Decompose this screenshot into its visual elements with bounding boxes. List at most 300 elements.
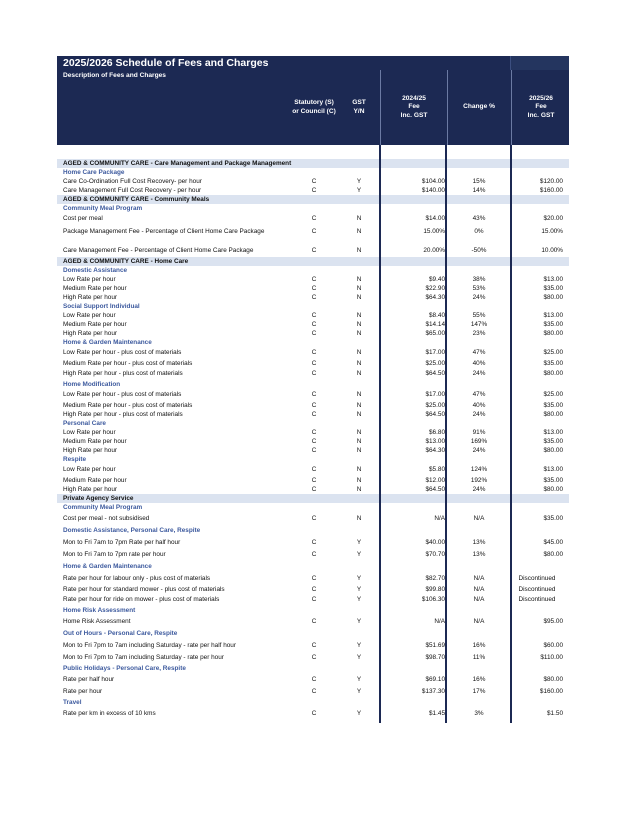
new-fee-cell: 10.00% <box>541 247 563 254</box>
fee-row <box>57 549 569 561</box>
fee-row <box>57 186 569 195</box>
fee-description: Mon to Fri 7pm to 7am including Saturday - rate per hour <box>63 654 224 661</box>
new-fee-cell: $25.00 <box>543 349 563 356</box>
new-fee-cell: $35.00 <box>543 285 563 292</box>
fee-row <box>57 293 569 302</box>
statutory-cell: C <box>311 676 317 683</box>
header-description: Description of Fees and Charges <box>63 72 166 79</box>
fee-row <box>57 707 569 720</box>
change-cell: 24% <box>472 370 486 377</box>
fee-row <box>57 329 569 338</box>
new-fee-cell: $35.00 <box>543 477 563 484</box>
fee-description: High Rate per hour - plus cost of materials <box>63 411 183 418</box>
fee-row <box>57 177 569 186</box>
new-fee-cell: $13.00 <box>543 429 563 436</box>
change-cell: 16% <box>472 676 486 683</box>
new-fee-cell: Discontinued <box>518 596 556 603</box>
fee-row <box>57 284 569 293</box>
prev-fee-cell: $64.50 <box>425 486 445 493</box>
fee-description: Care Management Fee - Percentage of Client Home Care Package <box>63 247 254 254</box>
statutory-cell: C <box>311 688 317 695</box>
title-bar <box>57 56 569 70</box>
gst-cell: N <box>356 466 362 473</box>
change-cell: 40% <box>472 360 486 367</box>
fee-row <box>57 537 569 549</box>
subsection-row <box>57 628 569 640</box>
prev-fee-cell: $9.40 <box>429 276 445 283</box>
statutory-cell: C <box>311 228 317 235</box>
gst-cell: N <box>356 370 362 377</box>
prev-fee-cell: $14.14 <box>425 321 445 328</box>
new-fee-cell: $35.00 <box>543 515 563 522</box>
fee-description: Out of Hours - Personal Care, Respite <box>63 630 178 637</box>
fee-description: Community Meal Program <box>63 205 143 212</box>
fee-description: Rate per hour for labour only - plus cost of materials <box>63 575 211 582</box>
fee-row <box>57 585 569 594</box>
change-cell: 24% <box>472 411 486 418</box>
prev-fee-cell: $140.00 <box>421 187 445 194</box>
change-cell: N/A <box>473 515 485 522</box>
gst-cell: N <box>356 215 362 222</box>
statutory-cell: C <box>311 551 317 558</box>
statutory-cell: C <box>311 411 317 418</box>
fee-row <box>57 573 569 585</box>
gst-cell: Y <box>356 688 362 695</box>
change-cell: 47% <box>472 349 486 356</box>
fee-description: High Rate per hour <box>63 330 117 337</box>
change-cell: 3% <box>474 710 484 717</box>
fee-row <box>57 446 569 455</box>
change-cell: N/A <box>473 586 485 593</box>
fee-description: AGED & COMMUNITY CARE - Community Meals <box>63 196 210 203</box>
fee-description: Travel <box>63 699 82 706</box>
statutory-cell: C <box>311 312 317 319</box>
new-fee-cell: $160.00 <box>539 187 563 194</box>
fee-row <box>57 275 569 284</box>
statutory-cell: C <box>311 285 317 292</box>
fee-description: Package Management Fee - Percentage of Client Home Care Package <box>63 228 265 235</box>
fee-description: Home & Garden Maintenance <box>63 563 152 570</box>
prev-fee-cell: N/A <box>434 515 445 522</box>
fee-description: Mon to Fri 7pm to 7am including Saturday - rate per half hour <box>63 642 236 649</box>
fee-description: Medium Rate per hour <box>63 438 127 445</box>
new-fee-cell: $80.00 <box>543 330 563 337</box>
prev-fee-cell: $69.10 <box>425 676 445 683</box>
statutory-cell: C <box>311 710 317 717</box>
subsection-row <box>57 525 569 537</box>
subsection-row <box>57 266 569 275</box>
prev-fee-left-border <box>379 145 381 723</box>
change-cell: 23% <box>472 330 486 337</box>
new-fee-left-border <box>510 145 512 723</box>
subsection-row <box>57 455 569 464</box>
prev-fee-cell: $98.70 <box>425 654 445 661</box>
prev-fee-cell: $5.80 <box>429 466 445 473</box>
statutory-cell: C <box>311 466 317 473</box>
prev-fee-cell: $8.40 <box>429 312 445 319</box>
gst-cell: N <box>356 349 362 356</box>
prev-fee-right-border <box>445 145 447 723</box>
new-fee-cell: $13.00 <box>543 466 563 473</box>
fee-row <box>57 311 569 320</box>
fee-row <box>57 615 569 628</box>
new-fee-cell: $80.00 <box>543 551 563 558</box>
fee-description: Social Support Individual <box>63 303 140 310</box>
fee-description: Rate per hour for ride on mower - plus cost of materials <box>63 596 220 603</box>
statutory-cell: C <box>311 654 317 661</box>
statutory-cell: C <box>311 187 317 194</box>
fee-description: Mon to Fri 7am to 7pm Rate per half hour <box>63 539 181 546</box>
statutory-cell: C <box>311 596 317 603</box>
fee-description: Low Rate per hour <box>63 276 116 283</box>
gst-cell: N <box>356 515 362 522</box>
gst-cell: Y <box>356 575 362 582</box>
prev-fee-cell: $64.30 <box>425 447 445 454</box>
fee-schedule-document <box>57 56 569 720</box>
subsection-row <box>57 698 569 707</box>
new-fee-cell: $80.00 <box>543 294 563 301</box>
section-row <box>57 494 569 503</box>
gst-cell: N <box>356 477 362 484</box>
new-fee-cell: $35.00 <box>543 438 563 445</box>
fee-row <box>57 401 569 410</box>
change-cell: 13% <box>472 551 486 558</box>
subsection-row <box>57 503 569 512</box>
prev-fee-cell: $14.00 <box>425 215 445 222</box>
statutory-cell: C <box>311 515 317 522</box>
statutory-cell: C <box>311 586 317 593</box>
gst-cell: N <box>356 312 362 319</box>
fee-row <box>57 389 569 401</box>
new-fee-cell: $35.00 <box>543 321 563 328</box>
fee-description: Domestic Assistance, Personal Care, Respite <box>63 527 201 534</box>
change-cell: 15% <box>472 178 486 185</box>
statutory-cell: C <box>311 370 317 377</box>
fee-rows <box>57 159 569 720</box>
fee-description: Home Risk Assessment <box>63 607 136 614</box>
change-cell: 11% <box>472 654 486 661</box>
section-row <box>57 195 569 204</box>
new-fee-cell: $80.00 <box>543 486 563 493</box>
statutory-cell: C <box>311 438 317 445</box>
statutory-cell: C <box>311 247 317 254</box>
fee-description: Community Meal Program <box>63 504 143 511</box>
header-gst: GST Y/N <box>352 99 366 115</box>
prev-fee-cell: 20.00% <box>423 247 445 254</box>
fee-description: Home Risk Assessment <box>63 618 131 625</box>
change-cell: N/A <box>473 575 485 582</box>
gst-cell: N <box>356 247 362 254</box>
new-fee-cell: Discontinued <box>518 575 556 582</box>
change-cell: 53% <box>472 285 486 292</box>
statutory-cell: C <box>311 294 317 301</box>
gst-cell: N <box>356 321 362 328</box>
fee-description: High Rate per hour <box>63 486 117 493</box>
document-title: 2025/2026 Schedule of Fees and Charges <box>63 57 269 69</box>
fee-description: Medium Rate per hour <box>63 321 127 328</box>
subsection-row <box>57 419 569 428</box>
fee-description: Private Agency Service <box>63 495 134 502</box>
fee-description: Mon to Fri 7am to 7pm rate per hour <box>63 551 166 558</box>
change-cell: 40% <box>472 402 486 409</box>
header-change: Change % <box>463 103 495 111</box>
statutory-cell: C <box>311 321 317 328</box>
statutory-cell: C <box>311 447 317 454</box>
new-fee-cell: $13.00 <box>543 312 563 319</box>
fee-row <box>57 347 569 359</box>
change-cell: 0% <box>474 228 484 235</box>
new-fee-cell: $95.00 <box>543 618 563 625</box>
fee-description: Rate per half hour <box>63 676 115 683</box>
fee-description: High Rate per hour - plus cost of materials <box>63 370 183 377</box>
prev-fee-cell: $82.70 <box>425 575 445 582</box>
gst-cell: Y <box>356 642 362 649</box>
header-statutory: Statutory (S) or Council (C) <box>292 99 336 115</box>
fee-description: High Rate per hour <box>63 447 117 454</box>
gst-cell: N <box>356 228 362 235</box>
new-fee-cell: $80.00 <box>543 447 563 454</box>
statutory-cell: C <box>311 349 317 356</box>
subsection-row <box>57 302 569 311</box>
fee-description: Medium Rate per hour - plus cost of materials <box>63 360 193 367</box>
new-fee-cell: $120.00 <box>539 178 563 185</box>
prev-fee-cell: $1.45 <box>429 710 445 717</box>
change-cell: 13% <box>472 539 486 546</box>
prev-fee-cell: $137.30 <box>421 688 445 695</box>
fee-row <box>57 464 569 476</box>
fee-description: Medium Rate per hour <box>63 285 127 292</box>
prev-fee-cell: $70.70 <box>425 551 445 558</box>
new-fee-cell: $45.00 <box>543 539 563 546</box>
prev-fee-cell: $99.80 <box>425 586 445 593</box>
fee-description: Public Holidays - Personal Care, Respite <box>63 665 186 672</box>
gst-cell: N <box>356 285 362 292</box>
fee-row <box>57 213 569 225</box>
fee-row <box>57 673 569 686</box>
fee-description: Low Rate per hour <box>63 429 116 436</box>
change-cell: 55% <box>472 312 486 319</box>
new-fee-cell: Discontinued <box>518 586 556 593</box>
statutory-cell: C <box>311 330 317 337</box>
fee-row <box>57 245 569 257</box>
prev-fee-cell: $64.50 <box>425 411 445 418</box>
fee-description: Home Care Package <box>63 169 125 176</box>
subsection-row <box>57 380 569 389</box>
section-row <box>57 257 569 266</box>
subsection-row <box>57 606 569 615</box>
gst-cell: Y <box>356 539 362 546</box>
fee-description: Care Management Full Cost Recovery - per hour <box>63 187 202 194</box>
gst-cell: N <box>356 330 362 337</box>
prev-fee-cell: $17.00 <box>425 391 445 398</box>
prev-fee-cell: 15.00% <box>423 228 445 235</box>
gst-cell: N <box>356 276 362 283</box>
gst-cell: N <box>356 411 362 418</box>
statutory-cell: C <box>311 215 317 222</box>
fee-description: Care Co-Ordination Full Cost Recovery- per hour <box>63 178 202 185</box>
prev-fee-cell: $25.00 <box>425 360 445 367</box>
fee-row <box>57 594 569 606</box>
gst-cell: Y <box>356 618 362 625</box>
new-fee-cell: 15.00% <box>541 228 563 235</box>
gst-cell: Y <box>356 596 362 603</box>
gst-cell: N <box>356 360 362 367</box>
new-fee-cell: $80.00 <box>543 370 563 377</box>
fee-row <box>57 485 569 494</box>
fee-description: AGED & COMMUNITY CARE - Care Management and Package Management <box>63 160 292 167</box>
fee-description: Medium Rate per hour <box>63 477 127 484</box>
gst-cell: N <box>356 429 362 436</box>
subsection-row <box>57 664 569 673</box>
fee-description: Low Rate per hour - plus cost of materials <box>63 349 182 356</box>
statutory-cell: C <box>311 477 317 484</box>
statutory-cell: C <box>311 178 317 185</box>
statutory-cell: C <box>311 391 317 398</box>
fee-description: Rate per km in excess of 10 kms <box>63 710 156 717</box>
prev-fee-cell: $13.00 <box>425 438 445 445</box>
prev-fee-cell: $12.00 <box>425 477 445 484</box>
change-cell: 169% <box>470 438 488 445</box>
statutory-cell: C <box>311 618 317 625</box>
gst-cell: N <box>356 294 362 301</box>
gst-cell: N <box>356 391 362 398</box>
fee-description: Rate per hour for standard mower - plus cost of materials <box>63 586 225 593</box>
new-fee-cell: $160.00 <box>539 688 563 695</box>
table-header <box>57 70 569 145</box>
new-fee-cell: $13.00 <box>543 276 563 283</box>
gst-cell: Y <box>356 178 362 185</box>
gst-cell: Y <box>356 710 362 717</box>
change-cell: 24% <box>472 486 486 493</box>
statutory-cell: C <box>311 276 317 283</box>
gst-cell: Y <box>356 676 362 683</box>
new-fee-cell: $35.00 <box>543 360 563 367</box>
fee-row <box>57 368 569 380</box>
change-cell: N/A <box>473 596 485 603</box>
new-fee-cell: $20.00 <box>543 215 563 222</box>
statutory-cell: C <box>311 486 317 493</box>
fee-description: Low Rate per hour <box>63 466 116 473</box>
prev-fee-cell: $65.00 <box>425 330 445 337</box>
section-row <box>57 159 569 168</box>
statutory-cell: C <box>311 360 317 367</box>
subsection-row <box>57 338 569 347</box>
gst-cell: N <box>356 402 362 409</box>
gst-cell: N <box>356 447 362 454</box>
gst-cell: Y <box>356 654 362 661</box>
prev-fee-cell: $51.69 <box>425 642 445 649</box>
fee-row <box>57 437 569 446</box>
prev-fee-cell: $40.00 <box>425 539 445 546</box>
gst-cell: Y <box>356 586 362 593</box>
prev-fee-cell: $25.00 <box>425 402 445 409</box>
fee-description: Cost per meal - not subsidised <box>63 515 150 522</box>
gst-cell: Y <box>356 551 362 558</box>
prev-fee-cell: $22.90 <box>425 285 445 292</box>
change-cell: 91% <box>472 429 486 436</box>
new-fee-cell: $60.00 <box>543 642 563 649</box>
fee-description: Personal Care <box>63 420 106 427</box>
fee-row <box>57 476 569 485</box>
gst-cell: Y <box>356 187 362 194</box>
fee-description: Respite <box>63 456 87 463</box>
statutory-cell: C <box>311 575 317 582</box>
prev-fee-cell: $106.30 <box>421 596 445 603</box>
fee-description: AGED & COMMUNITY CARE - Home Care <box>63 258 189 265</box>
change-cell: 38% <box>472 276 486 283</box>
fee-description: Low Rate per hour <box>63 312 116 319</box>
fee-row <box>57 652 569 664</box>
new-fee-cell: $1.50 <box>547 710 563 717</box>
fee-row <box>57 225 569 238</box>
new-fee-cell: $35.00 <box>543 402 563 409</box>
fee-row <box>57 640 569 652</box>
subsection-row <box>57 204 569 213</box>
statutory-cell: C <box>311 642 317 649</box>
gst-cell: N <box>356 438 362 445</box>
change-cell: 192% <box>470 477 488 484</box>
fee-description: Medium Rate per hour - plus cost of materials <box>63 402 193 409</box>
fee-row <box>57 359 569 368</box>
fee-row <box>57 686 569 698</box>
fee-description: Home & Garden Maintenance <box>63 339 152 346</box>
prev-fee-cell: N/A <box>434 618 445 625</box>
new-fee-cell: $25.00 <box>543 391 563 398</box>
header-prev-fee: 2024/25 Fee Inc. GST <box>380 70 448 145</box>
new-fee-cell: $80.00 <box>543 411 563 418</box>
prev-fee-cell: $17.00 <box>425 349 445 356</box>
prev-fee-cell: $64.50 <box>425 370 445 377</box>
change-cell: 124% <box>470 466 488 473</box>
change-cell: 47% <box>472 391 486 398</box>
change-cell: 24% <box>472 447 486 454</box>
row-spacer <box>57 238 569 245</box>
prev-fee-cell: $64.30 <box>425 294 445 301</box>
fee-description: Domestic Assistance <box>63 267 128 274</box>
change-cell: 43% <box>472 215 486 222</box>
change-cell: -50% <box>471 247 487 254</box>
subsection-row <box>57 168 569 177</box>
prev-fee-cell: $104.00 <box>421 178 445 185</box>
statutory-cell: C <box>311 429 317 436</box>
header-new-fee: 2025/26 Fee Inc. GST <box>511 70 570 145</box>
change-cell: 16% <box>472 642 486 649</box>
change-cell: 147% <box>470 321 488 328</box>
title-accent-block <box>510 56 569 70</box>
new-fee-cell: $110.00 <box>540 654 563 661</box>
fee-description: Rate per hour <box>63 688 103 695</box>
prev-fee-cell: $6.80 <box>429 429 445 436</box>
change-cell: 24% <box>472 294 486 301</box>
fee-row <box>57 428 569 437</box>
change-cell: N/A <box>473 618 485 625</box>
fee-row <box>57 320 569 329</box>
fee-row <box>57 512 569 525</box>
subsection-row <box>57 561 569 573</box>
fee-description: High Rate per hour <box>63 294 117 301</box>
fee-description: Cost per meal <box>63 215 103 222</box>
statutory-cell: C <box>311 539 317 546</box>
fee-description: Home Modification <box>63 381 121 388</box>
change-cell: 14% <box>472 187 486 194</box>
gst-cell: N <box>356 486 362 493</box>
change-cell: 17% <box>472 688 486 695</box>
fee-row <box>57 410 569 419</box>
fee-description: Low Rate per hour - plus cost of materials <box>63 391 182 398</box>
header-gap <box>57 145 569 159</box>
new-fee-cell: $80.00 <box>543 676 563 683</box>
statutory-cell: C <box>311 402 317 409</box>
